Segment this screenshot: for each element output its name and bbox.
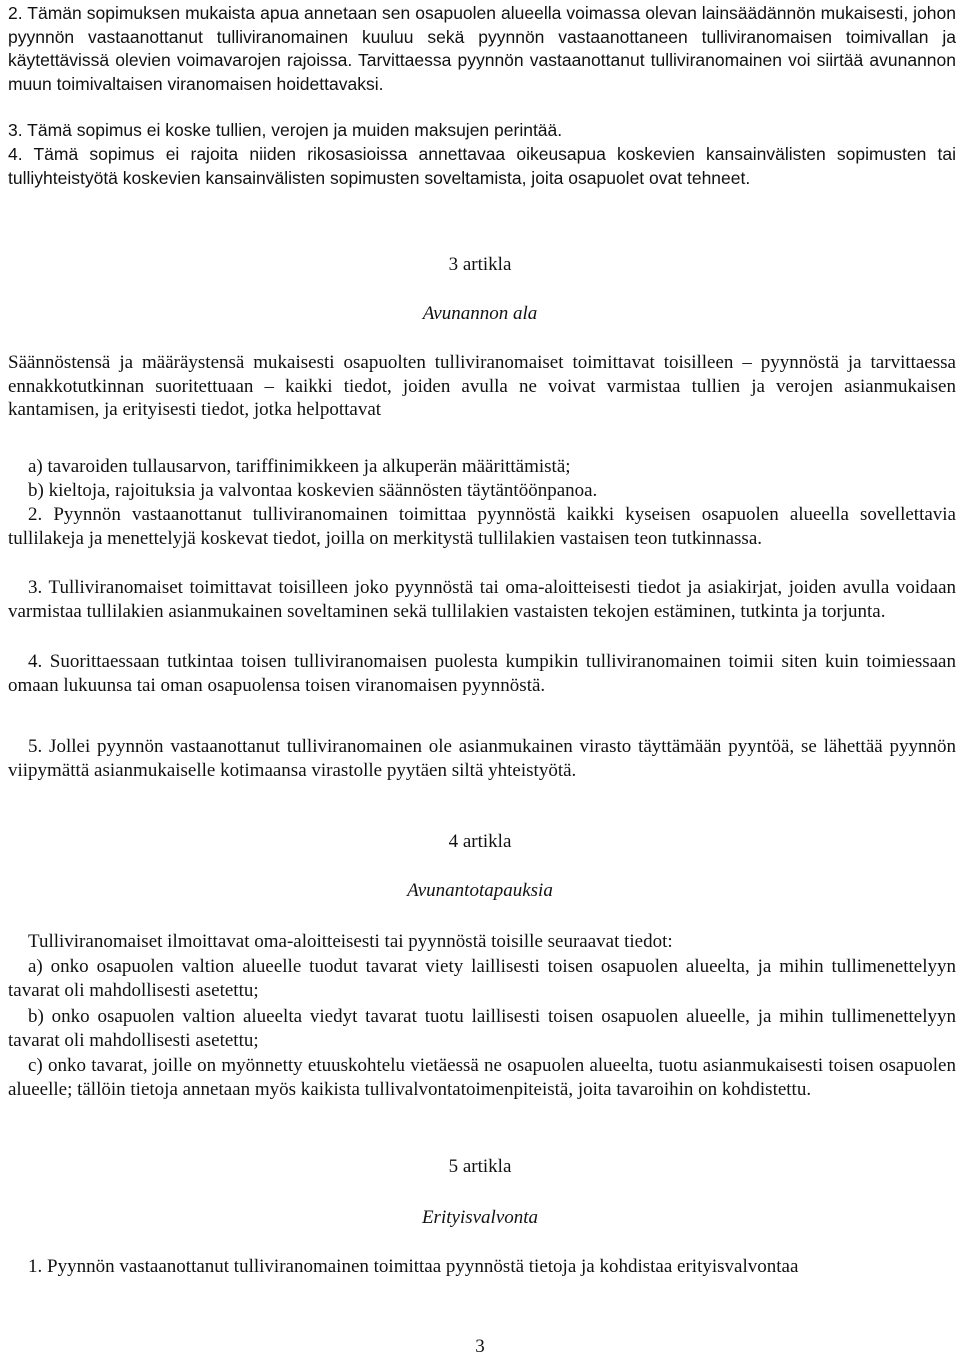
- paragraph-4: 4. Tämä sopimus ei rajoita niiden rikosasioissa annettavaa oikeusapua koskevien kansainvälisten sopimusten tai tulliyhteistyötä koskevien kansainvälisten sopimusten soveltamista, joita osapuolet ovat tehneet.: [8, 144, 956, 188]
- paragraph-3: 3. Tämä sopimus ei koske tullien, verojen ja muiden maksujen perintää.: [8, 120, 563, 140]
- article-3-intro: Säännöstensä ja määräystensä mukaisesti osapuolten tulliviranomaiset toimittavat toisilleen – pyynnöstä ja tarvittaessa ennakkotutkinnan suoritettuaan – kaikki tiedot, joiden avulla ne voivat varmistaa tullien ja verojen asianmukaisen kantamisen, ja erityisesti tiedot, jotka helpottavat: [8, 352, 956, 420]
- paragraph-2: 2. Tämän sopimuksen mukaista apua annetaan sen osapuolen alueella voimassa olevan lainsäädännön mukaisesti, johon pyynnön vastaanottanut tulliviranomainen kuuluu sekä pyynnön vastaanottaneen tulliviranomaisen toimivallan ja käytettävissä olevien voimavarojen rajoissa. Tarvittaessa pyynnön vastaanottanut tulliviranomainen voi siirtää avunannon muun toimivaltaisen viranomaisen hoidettavaksi.: [8, 3, 956, 94]
- page-number: 3: [475, 1336, 485, 1357]
- article-4-item-b: b) onko osapuolen valtion alueelta viedyt tavarat tuotu laillisesti toisen osapuolen alueelle, ja mihin tullimenettelyyn tavarat oli mahdollisesti asetettu;: [8, 1006, 956, 1051]
- article-3-paragraph-2: 2. Pyynnön vastaanottanut tulliviranomainen toimittaa pyynnöstä kaikki kyseisen osapuolen alueella sovellettavia tullilakeja ja menettelyjä koskevat tiedot, joilla on merkitystä tullilakien vastaisen teon tutkinnassa.: [8, 504, 956, 549]
- article-4-title: Avunantotapauksia: [407, 880, 553, 901]
- article-5-paragraph-1: 1. Pyynnön vastaanottanut tulliviranomainen toimittaa pyynnöstä tietoja ja kohdistaa erityisvalvontaa: [28, 1256, 799, 1277]
- article-3-number: 3 artikla: [448, 254, 512, 275]
- article-4-intro: Tulliviranomaiset ilmoittavat oma-aloitteisesti tai pyynnöstä toisille seuraavat tiedot:: [28, 931, 673, 952]
- article-5-title: Erityisvalvonta: [421, 1207, 539, 1228]
- article-4-item-c: c) onko tavarat, joille on myönnetty etuuskohtelu vietäessä ne osapuolen alueelta, tuotu asianmukaisesti toisen osapuolen alueelle; tällöin tietoja annetaan myös kaikista tullivalvontatoimenpiteistä, joita tavaroihin on kohdistettu.: [8, 1055, 956, 1100]
- article-3-paragraph-5: 5. Jollei pyynnön vastaanottanut tulliviranomainen ole asianmukainen virasto täyttämään pyyntöä, se lähettää pyynnön viipymättä asianmukaiselle kotimaansa virastolle pyytäen siltä yhteistyötä.: [8, 736, 956, 781]
- article-3-item-b: b) kieltoja, rajoituksia ja valvontaa koskevien säännösten täytäntöönpanoa.: [28, 480, 598, 501]
- article-3-paragraph-3: 3. Tulliviranomaiset toimittavat toisilleen joko pyynnöstä tai oma-aloitteisesti tiedot ja asiakirjat, joiden avulla voidaan varmistaa tullilakien asianmukainen soveltaminen sekä tullilakien vastaisten tekojen estäminen, tutkinta ja torjunta.: [8, 577, 956, 622]
- article-3-title: Avunannon ala: [422, 303, 538, 324]
- article-4-number: 4 artikla: [448, 831, 512, 852]
- article-3-paragraph-4: 4. Suorittaessaan tutkintaa toisen tulliviranomaisen puolesta kumpikin tulliviranomainen toimii siten kuin toimiessaan omaan lukuunsa tai oman osapuolensa toisen viranomaisen pyynnöstä.: [8, 651, 956, 696]
- article-5-number: 5 artikla: [448, 1156, 512, 1177]
- article-3-item-a: a) tavaroiden tullausarvon, tariffinimikkeen ja alkuperän määrittämistä;: [28, 456, 571, 477]
- article-4-item-a: a) onko osapuolen valtion alueelle tuodut tavarat viety laillisesti toisen osapuolen alueelta, ja mihin tullimenettelyyn tavarat oli mahdollisesti asetettu;: [8, 956, 956, 1001]
